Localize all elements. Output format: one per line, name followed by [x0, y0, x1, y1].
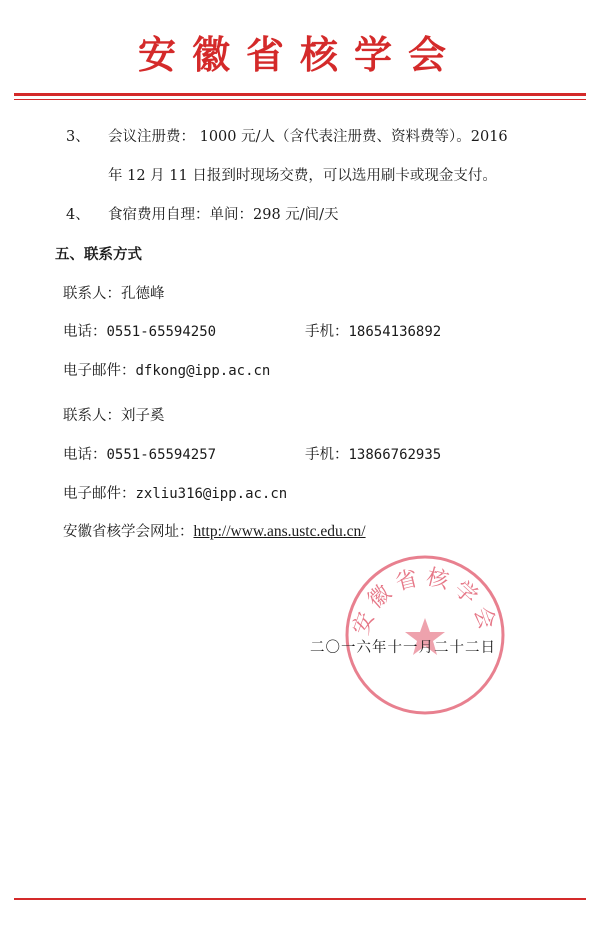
- section-heading-contacts: 五、联系方式: [55, 247, 142, 263]
- contact-1-phone: 0551-65594250: [106, 324, 217, 340]
- contact-1-email-label: 电子邮件：: [63, 363, 136, 379]
- header-divider-thick: [14, 93, 586, 96]
- website-link[interactable]: http://www.ans.ustc.edu.cn/: [193, 523, 366, 540]
- footer-divider: [14, 898, 586, 900]
- website-row: [63, 522, 366, 542]
- contact-2-phone-row: [63, 445, 216, 465]
- item-3-number: 3、: [66, 129, 90, 145]
- item-4-number: 4、: [66, 207, 90, 223]
- contact-2-mobile-label: 手机：: [305, 447, 349, 463]
- contact-2-email-label: 电子邮件：: [63, 486, 136, 502]
- letterhead-title: 安徽省核学会: [137, 32, 462, 77]
- item-3-text: 会议注册费： 1000 元/人（含代表注册费、资料费等）。2016: [108, 129, 508, 145]
- contact-1-phone-row: [63, 322, 216, 342]
- contact-1-mobile: 18654136892: [348, 324, 442, 340]
- contact-1-email-row: [63, 361, 270, 381]
- contact-2-email[interactable]: zxliu316@ipp.ac.cn: [135, 486, 288, 502]
- item-4-text: 食宿费用自理：单间：298 元/间/天: [108, 207, 339, 223]
- contact-2-email-row: [63, 484, 287, 504]
- document-date: 二〇一六年十一月二十二日: [310, 640, 496, 656]
- item-3-continuation: 年 12 月 11 日报到时现场交费，可以选用刷卡或现金支付。: [108, 168, 497, 184]
- contact-1-mobile-label: 手机：: [305, 324, 349, 340]
- contact-2-mobile: 13866762935: [348, 447, 442, 463]
- header-divider-thin: [14, 99, 586, 100]
- contact-1-phone-label: 电话：: [63, 324, 107, 340]
- organization-seal: [340, 550, 510, 720]
- contact-2-phone: 0551-65594257: [106, 447, 217, 463]
- contact-2-phone-label: 电话：: [63, 447, 107, 463]
- website-label: 安徽省核学会网址：: [63, 524, 194, 540]
- contact-2-name: 联系人：刘子奚: [63, 408, 165, 424]
- seal-text: 安徽省核学会: [348, 564, 502, 639]
- contact-1-email[interactable]: dfkong@ipp.ac.cn: [135, 363, 271, 379]
- contact-1-name: 联系人：孔德峰: [63, 286, 165, 302]
- contact-1-mobile-row: [305, 322, 441, 342]
- contact-2-mobile-row: [305, 445, 441, 465]
